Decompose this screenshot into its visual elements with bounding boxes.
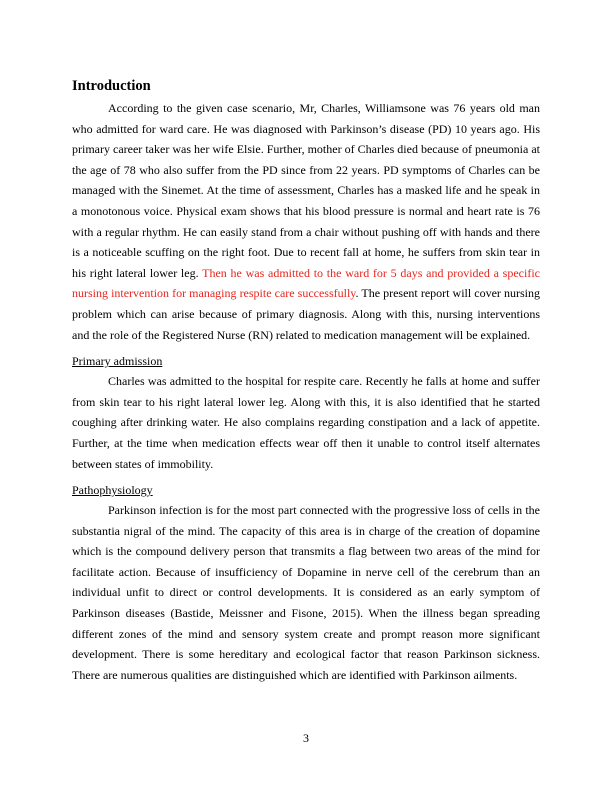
page-content (72, 76, 540, 685)
page-number: 3 (303, 731, 309, 745)
primary-admission-heading: Primary admission (72, 354, 163, 369)
introduction-highlighted-text: Then he was admitted to the ward for 5 days and provided a specific nursing intervention for managing respite care successfully (72, 265, 540, 301)
introduction-text-start: According to the given case scenario, Mr, Charles, Williamsone was 76 years old man who admitted for ward care. He was diagnosed with Parkinson’s disease (PD) 10 years ago. His primary career taker was her wife Elsie. Further, mother of Charles died because of pneumonia at the age of 78 who also suffer from the PD since from 22 years. PD symptoms of Charles can be managed with the Sinemet. At the time of assessment, Charles has a masked life and he speak in a monotonous voice. Physical exam shows that his blood pressure is normal and heart rate is 76 with a regular rhythm. He can easily stand from a chair without pushing off with hands and there is a noticeable scuffing on the right foot. Due to recent fall at home, he suffers from skin tear in his right lateral lower leg. (72, 101, 540, 280)
pathophysiology-paragraph: Parkinson infection is for the most part connected with the progressive loss of cells in the substantia nigral of the mind. The capacity of this area is in charge of the creation of dopamine which is the compound delivery person that transmits a flag between two areas of the mind for facilitate action. Because of insufficiency of Dopamine in nerve cell of the cerebrum than an individual unfit to direct or control developments. It is considered as an early symptom of Parkinson diseases (Bastide, Meissner and Fisone, 2015). When the illness began spreading different zones of the mind and sensory system create and prompt reason more significant development. There is some hereditary and ecological factor that reason Parkinson sickness. There are numerous qualities are distinguished which are identified with Parkinson ailments. (72, 503, 540, 682)
introduction-paragraph (72, 98, 540, 345)
introduction-heading: Introduction (72, 78, 151, 94)
pathophysiology-heading: Pathophysiology (72, 483, 153, 498)
introduction-text-end: . The present report will cover nursing problem which can arise because of primary diagnosis. Along with this, nursing interventions and the role of the Registered Nurse (RN) related to medication management will be explained. (72, 286, 540, 342)
primary-admission-paragraph: Charles was admitted to the hospital for respite care. Recently he falls at home and suffer from skin tear to his right lateral lower leg. Along with this, it is also identified that he started coughing after drinking water. He also complains regarding constipation and a lack of appetite. Further, at the time when medication effects wear off then it unable to control itself alternates between states of immobility. (72, 374, 540, 471)
